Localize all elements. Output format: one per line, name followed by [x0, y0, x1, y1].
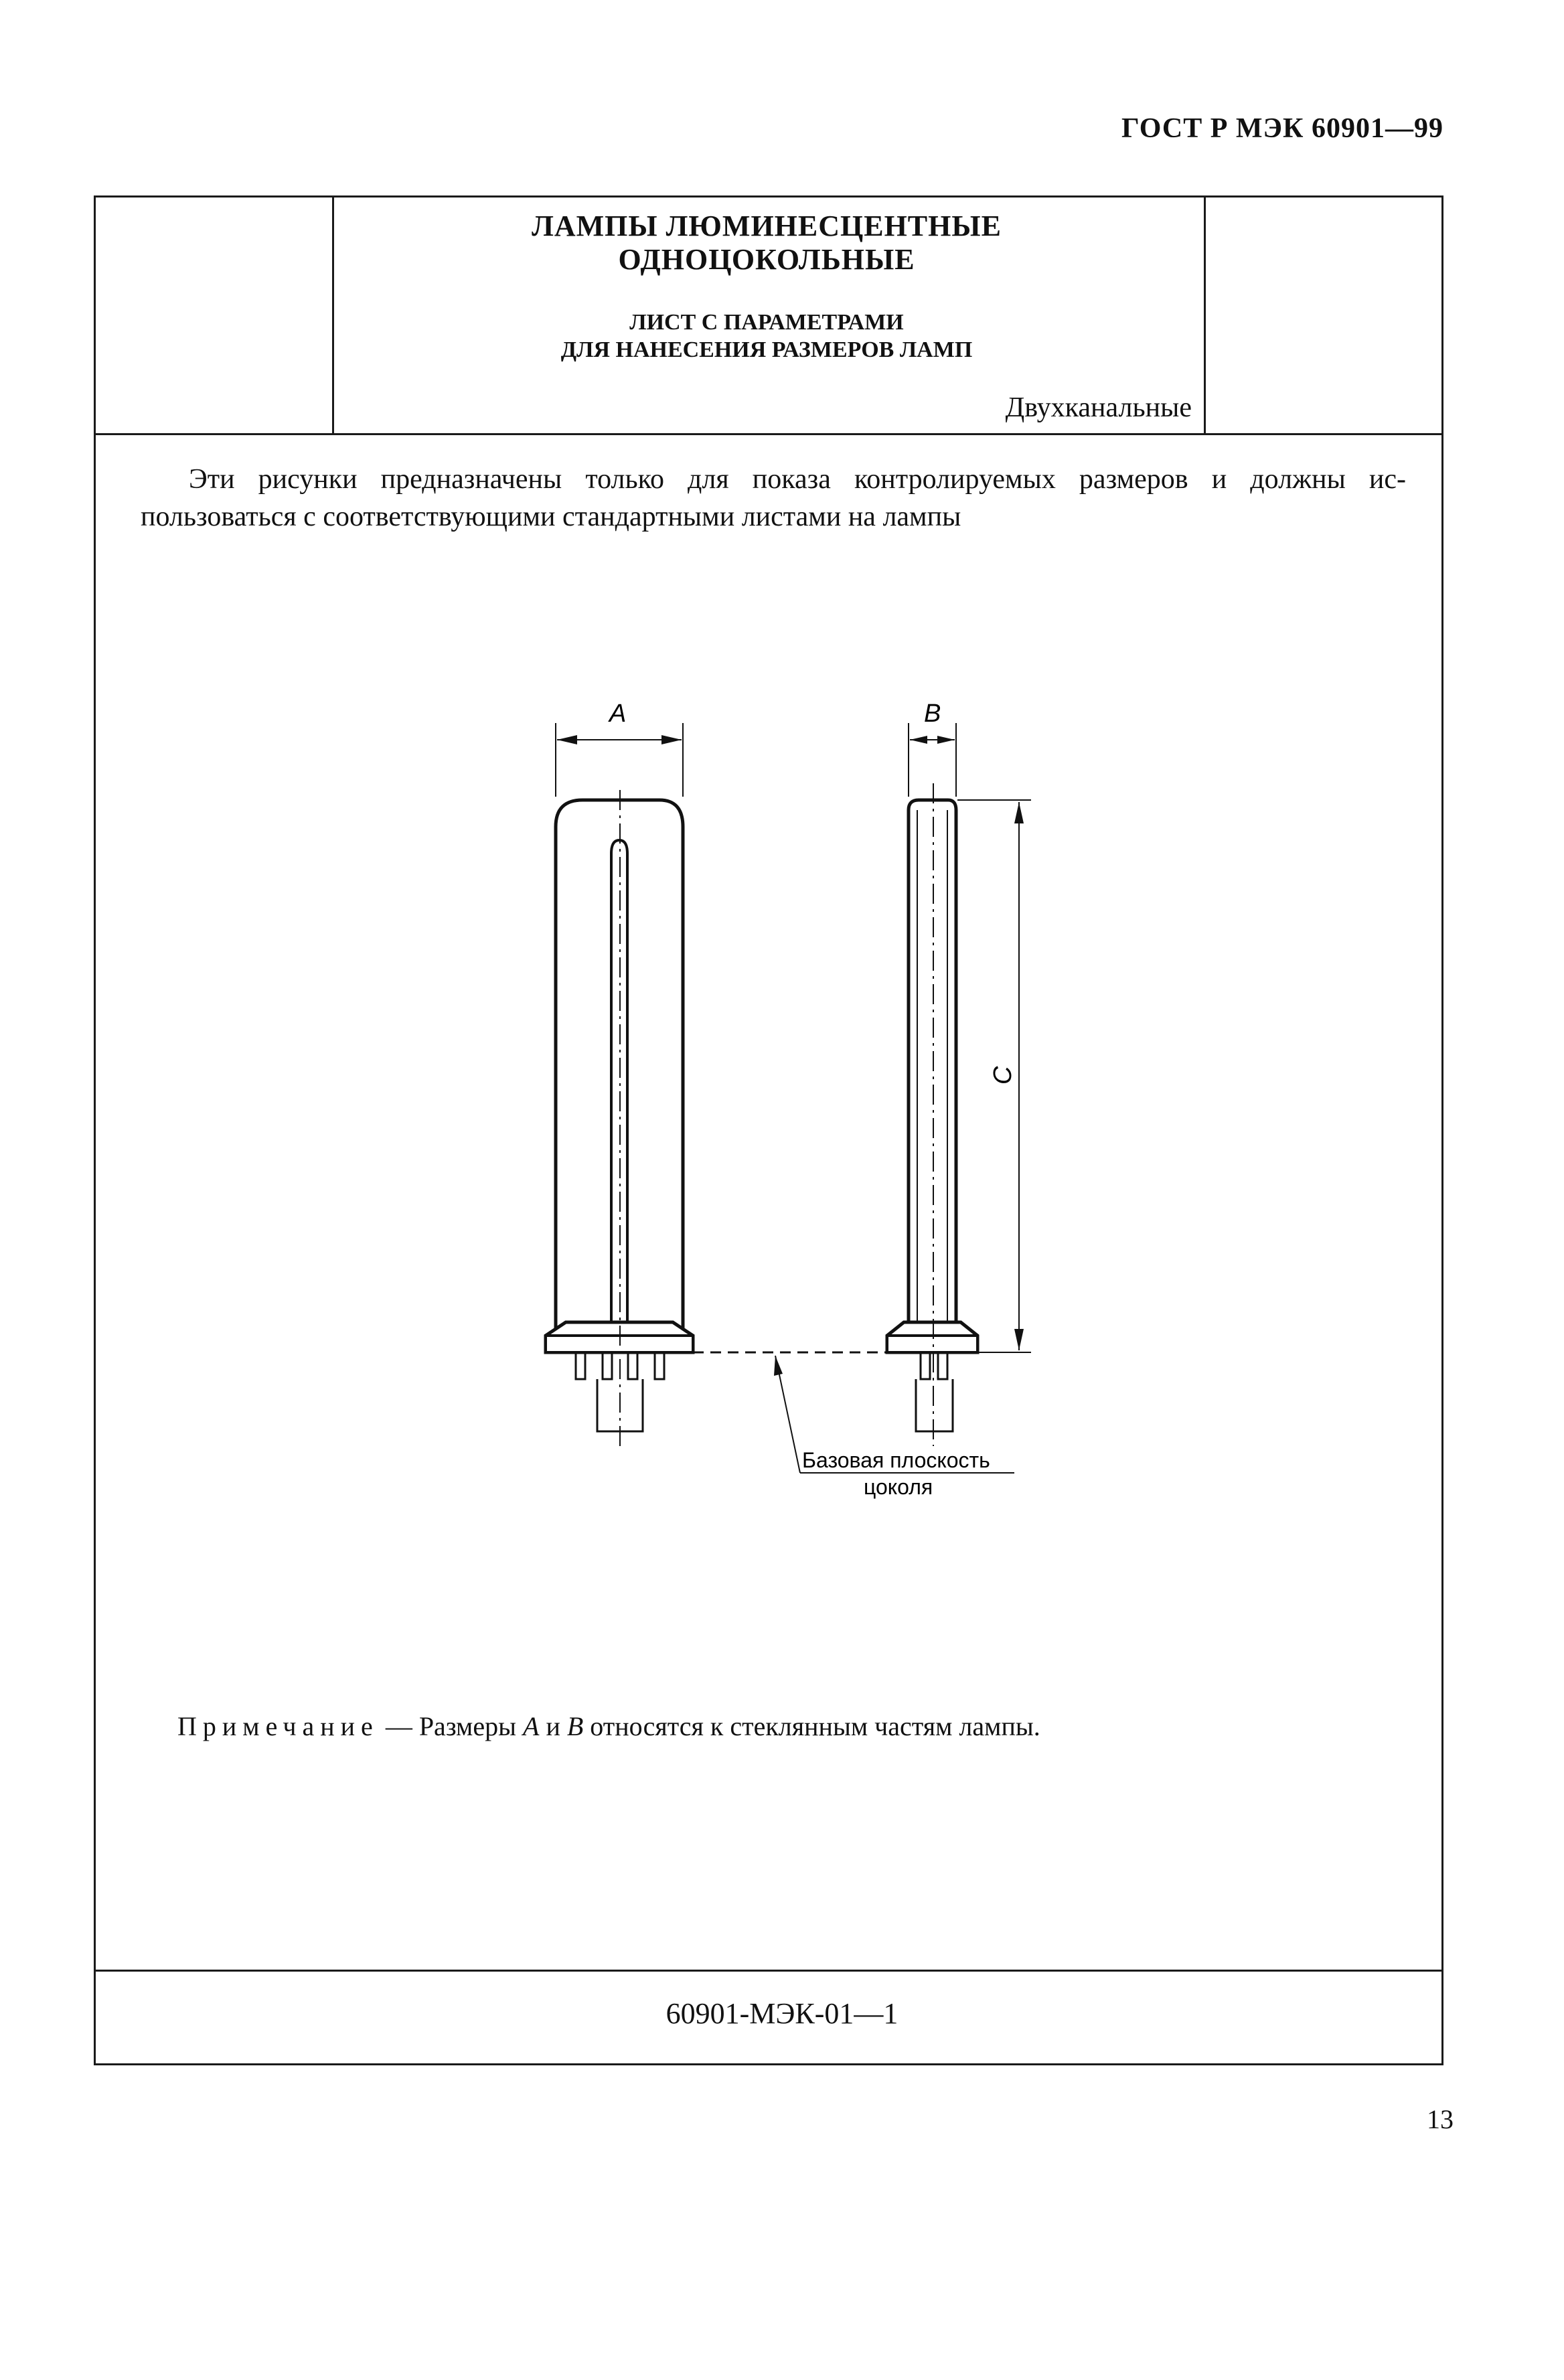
header-divider-right: [1204, 197, 1206, 435]
sheet-id: 60901-МЭК-01—1: [666, 1997, 898, 2030]
note-rest: относятся к стеклянным частям лампы.: [583, 1711, 1040, 1741]
lamp-type-label: Двухканальные: [1005, 392, 1192, 423]
note-text-part: — Размеры: [378, 1711, 523, 1741]
dimension-label-c: C: [989, 1066, 1017, 1085]
header-bottom-line: [96, 433, 1441, 435]
intro-text-line-1: Эти рисунки предназначены только для показа контролируемых размеров и должны ис-: [189, 464, 1406, 495]
standard-code: ГОСТ Р МЭК 60901—99: [1121, 113, 1443, 144]
caption-base-plane-line-1: Базовая плоскость: [802, 1448, 990, 1472]
title-line-2: ОДНОЦОКОЛЬНЫЕ: [618, 243, 915, 276]
dimension-label-b: B: [924, 700, 941, 728]
note-text: [177, 1711, 1040, 1742]
note-prefix: Примечание: [177, 1711, 379, 1741]
page-number: 13: [1427, 2104, 1454, 2134]
note-and: и: [539, 1711, 567, 1741]
subtitle-line-1: ЛИСТ С ПАРАМЕТРАМИ: [629, 310, 904, 335]
lamp-dimension-drawing: [509, 683, 1058, 1513]
footer-top-line: [96, 1970, 1441, 1972]
dimension-label-a: A: [609, 700, 627, 728]
caption-base-plane-line-2: цоколя: [864, 1475, 933, 1499]
title-line-1: ЛАМПЫ ЛЮМИНЕСЦЕНТНЫЕ: [532, 210, 1002, 242]
intro-text-line-2: пользоваться с соответствующими стандартными листами на лампы: [141, 501, 961, 532]
note-dim-b: B: [566, 1711, 584, 1741]
note-dim-a: A: [523, 1711, 540, 1741]
subtitle-line-2: ДЛЯ НАНЕСЕНИЯ РАЗМЕРОВ ЛАМП: [560, 337, 973, 362]
